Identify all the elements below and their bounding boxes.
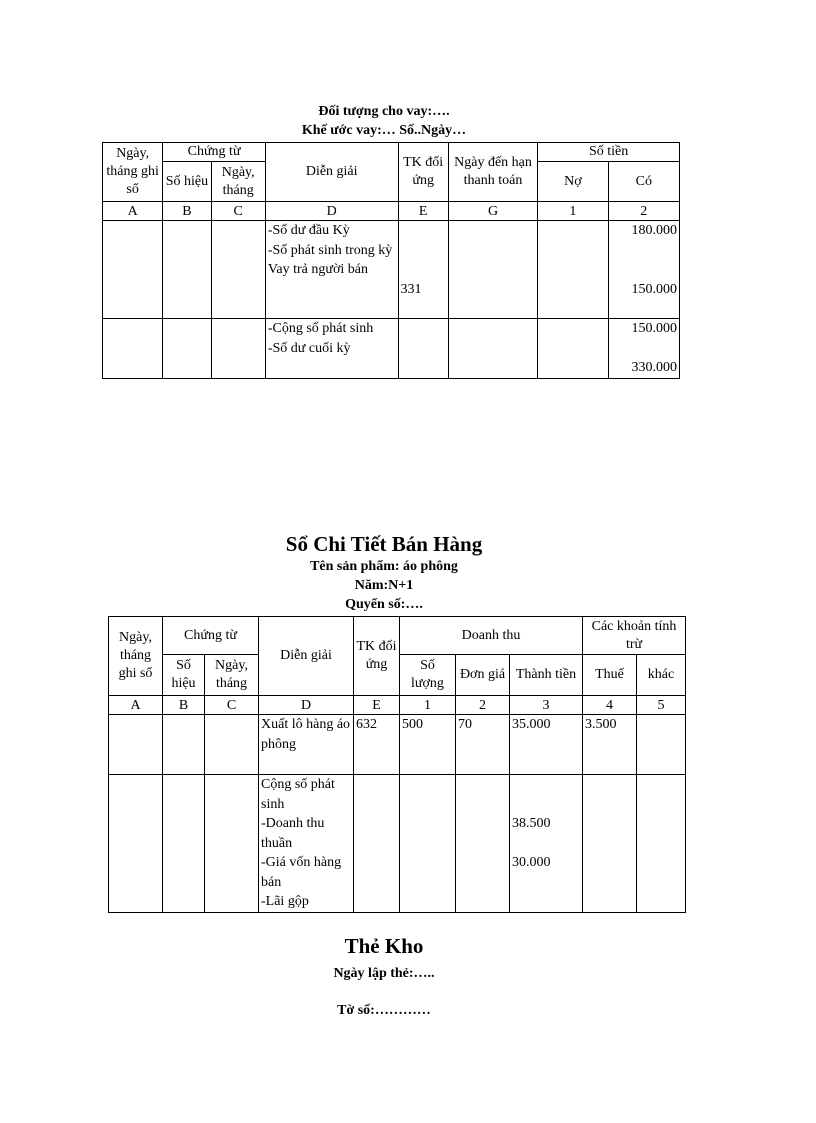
total-value: 30.000 xyxy=(512,855,551,870)
credit-value: 150.000 xyxy=(631,281,677,297)
total-cell: 35.000 xyxy=(510,715,583,775)
description-line: -Số dư cuối kỳ xyxy=(267,340,351,356)
description-line: -Số phát sinh trong kỳ xyxy=(267,242,393,258)
description-line: -Số dư đầu Kỳ xyxy=(267,223,350,238)
tax-cell: 3.500 xyxy=(583,715,637,775)
table-row xyxy=(103,319,680,379)
table-cell xyxy=(163,319,211,379)
col-header-voucher: Chứng từ xyxy=(163,143,266,162)
table-cell xyxy=(637,715,686,775)
book-number-line: Quyển số:…. xyxy=(345,597,423,612)
col-header-voucher-date: Ngày, tháng xyxy=(205,655,259,696)
col-header-total: Thành tiền xyxy=(510,655,583,696)
sales-ledger-table xyxy=(108,616,686,913)
table-cell xyxy=(103,319,163,379)
table-cell xyxy=(211,319,265,379)
product-name-line: Tên sản phẩm: áo phông xyxy=(310,559,458,574)
col-header-voucher-no: Số hiệu xyxy=(163,162,211,202)
column-code: 2 xyxy=(608,202,679,221)
description-line: -Giá vốn hàng bán xyxy=(261,855,342,890)
description-line: Vay trả người bán xyxy=(267,262,368,277)
table-cell xyxy=(109,775,163,913)
table-cell xyxy=(448,319,537,379)
col-header-unit-price: Đơn giá xyxy=(456,655,510,696)
credit-value: 330.000 xyxy=(631,360,677,375)
col-header-quantity: Số lượng xyxy=(400,655,456,696)
description-cell: Xuất lô hàng áo phông xyxy=(259,715,354,775)
description-cell xyxy=(265,319,398,379)
column-code: 1 xyxy=(400,696,456,715)
col-header-account: TK đối ứng xyxy=(354,617,400,696)
col-header-description: Diễn giải xyxy=(259,617,354,696)
description-line: -Doanh thu thuần xyxy=(261,816,325,851)
table-cell xyxy=(448,221,537,319)
credit-value: 180.000 xyxy=(631,223,677,238)
column-code: B xyxy=(163,696,205,715)
column-code: 4 xyxy=(583,696,637,715)
table-cell xyxy=(538,319,608,379)
col-header-account: TK đối ứng xyxy=(398,143,448,202)
column-code: C xyxy=(211,202,265,221)
table-cell xyxy=(637,775,686,913)
quantity-cell: 500 xyxy=(400,715,456,775)
column-code: E xyxy=(398,202,448,221)
loan-borrower-line: Đối tượng cho vay:…. xyxy=(318,104,450,119)
column-code: 5 xyxy=(637,696,686,715)
column-code: G xyxy=(448,202,537,221)
table-cell xyxy=(103,221,163,319)
col-header-amount: Số tiền xyxy=(538,143,680,162)
column-code: 3 xyxy=(510,696,583,715)
description-line: -Lãi gộp xyxy=(261,894,309,909)
col-header-revenue: Doanh thu xyxy=(400,617,583,655)
col-header-other: khác xyxy=(637,655,686,696)
column-code: A xyxy=(103,202,163,221)
col-header-description: Diễn giải xyxy=(265,143,398,202)
column-code: E xyxy=(354,696,400,715)
total-cell xyxy=(510,775,583,913)
col-header-voucher: Chứng từ xyxy=(163,617,259,655)
column-code: D xyxy=(265,202,398,221)
col-header-credit: Có xyxy=(608,162,679,202)
col-header-due-date: Ngày đến hạn thanh toán xyxy=(448,143,537,202)
credit-cell xyxy=(608,221,679,319)
column-code: B xyxy=(163,202,211,221)
table-cell xyxy=(163,715,205,775)
table-row xyxy=(103,221,680,319)
account-cell: 632 xyxy=(354,715,400,775)
sales-ledger-title: Sổ Chi Tiết Bán Hàng xyxy=(285,532,483,556)
account-cell xyxy=(398,221,448,319)
table-cell xyxy=(163,775,205,913)
column-code: 2 xyxy=(456,696,510,715)
description-cell xyxy=(259,775,354,913)
table-cell xyxy=(205,715,259,775)
table-cell xyxy=(398,319,448,379)
loan-contract-line: Khế ước vay:… Số..Ngày… xyxy=(301,123,467,138)
stock-card-title: Thẻ Kho xyxy=(344,934,424,958)
account-value: 331 xyxy=(400,281,422,297)
table-cell xyxy=(456,775,510,913)
description-cell xyxy=(265,221,398,319)
unit-price-cell: 70 xyxy=(456,715,510,775)
credit-value: 150.000 xyxy=(631,321,677,336)
table-cell xyxy=(211,221,265,319)
col-header-voucher-no: Số hiệu xyxy=(163,655,205,696)
table-cell xyxy=(163,221,211,319)
table-cell xyxy=(538,221,608,319)
table-cell xyxy=(109,715,163,775)
card-date-line: Ngày lập thẻ:….. xyxy=(333,966,435,981)
column-code: A xyxy=(109,696,163,715)
column-code: D xyxy=(259,696,354,715)
table-cell xyxy=(354,775,400,913)
loan-ledger-table xyxy=(102,142,680,379)
col-header-date: Ngày, tháng ghi sổ xyxy=(103,143,163,202)
table-row xyxy=(109,775,686,913)
col-header-tax: Thuế xyxy=(583,655,637,696)
table-cell xyxy=(583,775,637,913)
col-header-deductions: Các khoản tính trừ xyxy=(583,617,686,655)
table-cell xyxy=(400,775,456,913)
credit-cell xyxy=(608,319,679,379)
column-code: 1 xyxy=(538,202,608,221)
description-line: -Cộng số phát sinh xyxy=(267,321,374,336)
table-cell xyxy=(205,775,259,913)
col-header-debit: Nợ xyxy=(538,162,608,202)
sheet-number-line: Tờ số:………… xyxy=(337,1003,431,1018)
col-header-date: Ngày, tháng ghi sổ xyxy=(109,617,163,696)
column-code: C xyxy=(205,696,259,715)
description-line: Cộng số phát sinh xyxy=(261,777,335,812)
year-line: Năm:N+1 xyxy=(354,578,414,593)
table-row xyxy=(109,715,686,775)
col-header-voucher-date: Ngày, tháng xyxy=(211,162,265,202)
total-value: 38.500 xyxy=(512,816,551,831)
